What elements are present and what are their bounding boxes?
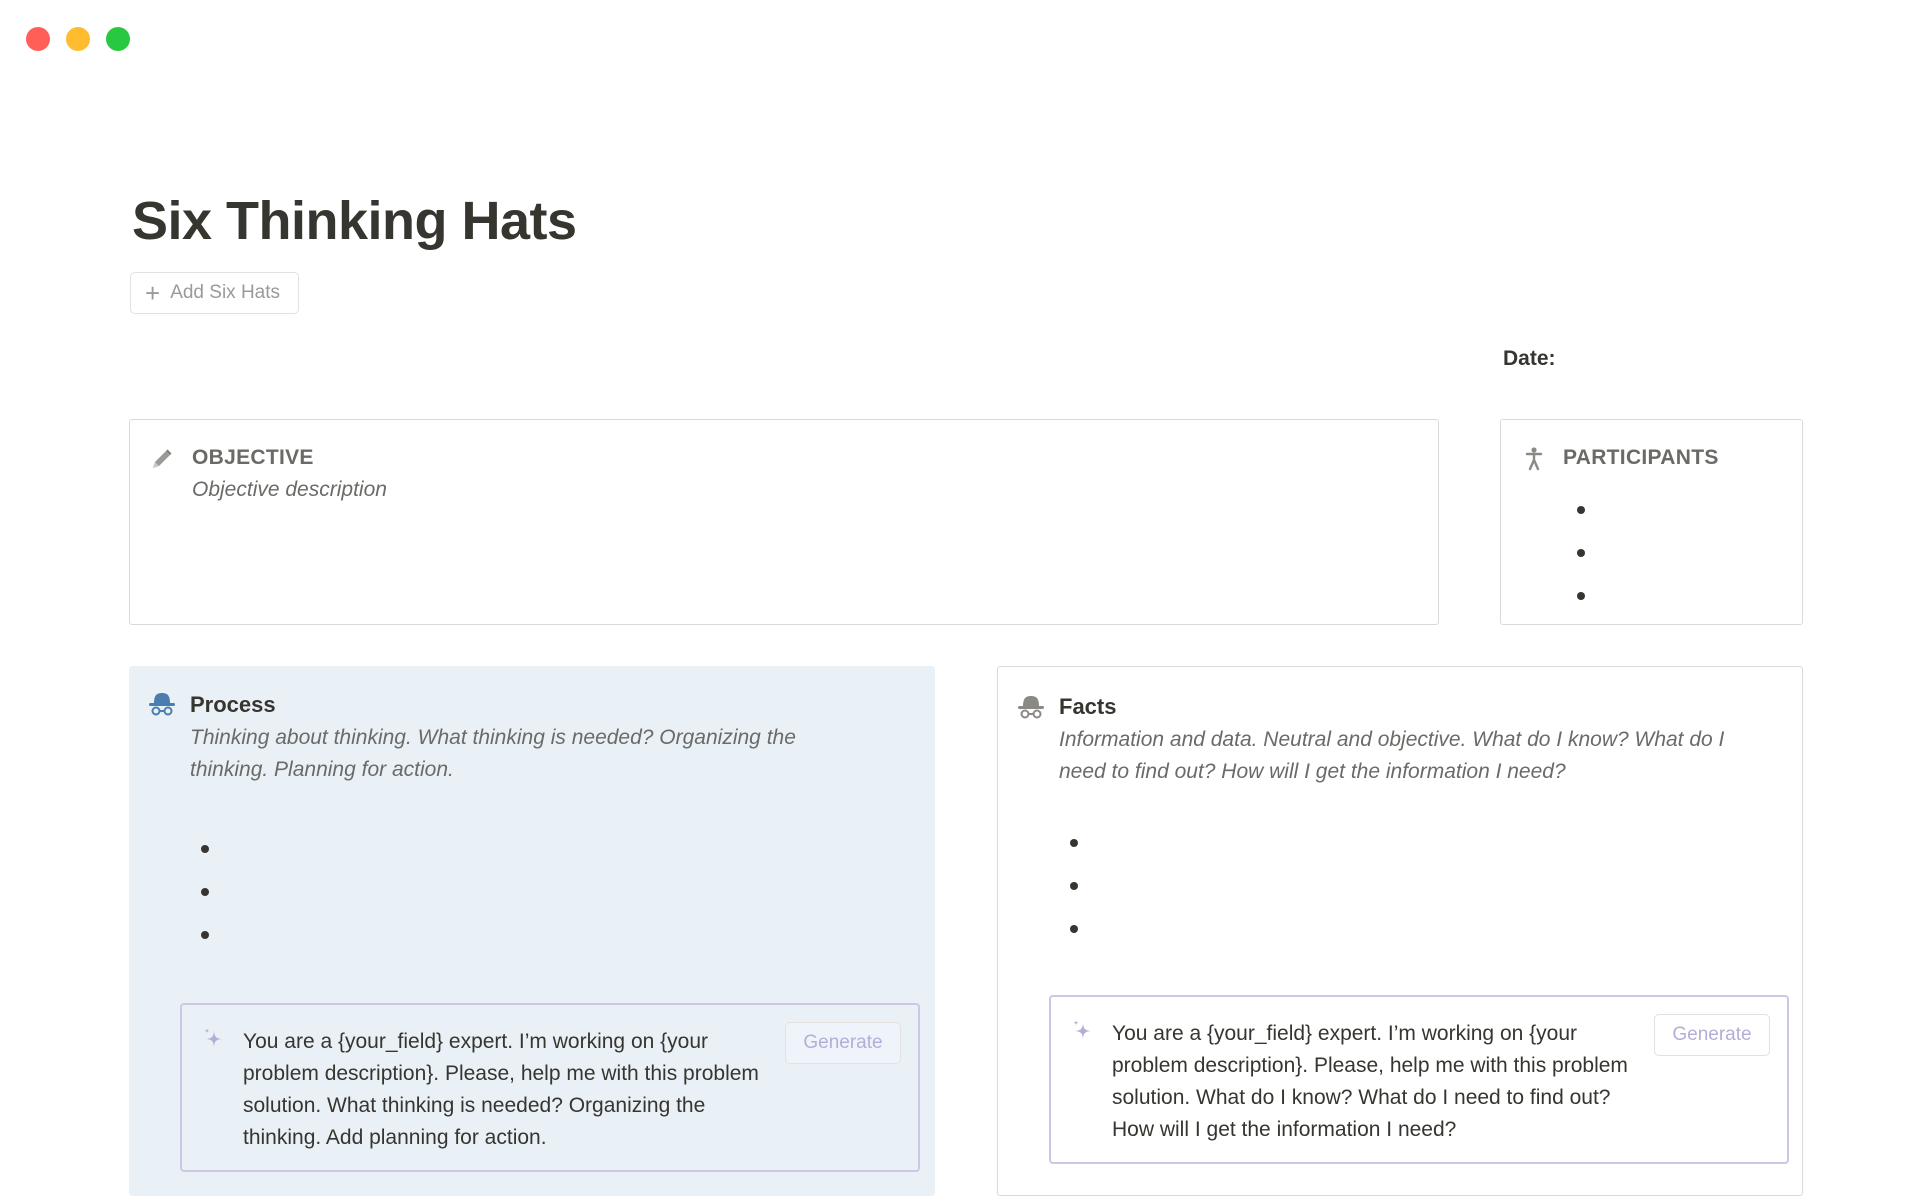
date-label[interactable]: Date:	[1503, 347, 1556, 370]
page-title[interactable]: Six Thinking Hats	[132, 191, 577, 251]
sparkle-icon	[1071, 1019, 1095, 1043]
generate-button[interactable]: Generate	[1654, 1014, 1770, 1056]
window-controls	[26, 27, 130, 51]
objective-callout[interactable]	[129, 419, 1439, 625]
generate-button[interactable]: Generate	[785, 1022, 901, 1064]
objective-heading: OBJECTIVE	[192, 446, 314, 469]
ai-prompt-block[interactable]	[1049, 995, 1789, 1164]
ai-prompt-text[interactable]: You are a {your_field} expert. I’m working on {your problem description}. Please, help me with this problem solution. What thinking is needed? Organizing the thinking. Add planning for action.	[243, 1030, 759, 1149]
ai-prompt-text[interactable]: You are a {your_field} expert. I’m working on {your problem description}. Please, help me with this problem solution. What do I know? What do I need to find out? How will I get the information I need?	[1112, 1022, 1628, 1141]
add-six-hats-button[interactable]	[130, 272, 299, 314]
hat-icon	[147, 691, 177, 717]
plus-icon: +	[145, 278, 161, 308]
ai-prompt-block[interactable]	[180, 1003, 920, 1172]
minimize-window-button[interactable]	[66, 27, 90, 51]
participants-heading: PARTICIPANTS	[1563, 446, 1719, 469]
hat-icon	[1016, 694, 1046, 720]
close-window-button[interactable]	[26, 27, 50, 51]
facts-title: Facts	[1059, 694, 1117, 719]
person-icon	[1521, 446, 1547, 472]
maximize-window-button[interactable]	[106, 27, 130, 51]
participants-callout[interactable]	[1500, 419, 1803, 625]
objective-description[interactable]: Objective description	[192, 478, 387, 501]
process-title: Process	[190, 692, 276, 717]
facts-description[interactable]: Information and data. Neutral and objective. What do I know? What do I need to find out? How will I get the information I need?	[1059, 728, 1725, 783]
sparkle-icon	[202, 1027, 226, 1051]
process-description[interactable]: Thinking about thinking. What thinking is needed? Organizing the thinking. Planning for action.	[190, 726, 796, 781]
facts-hat-callout[interactable]	[997, 666, 1803, 1196]
add-six-hats-label: Add Six Hats	[170, 282, 281, 303]
process-hat-callout[interactable]	[129, 666, 935, 1196]
pencil-icon	[149, 446, 175, 472]
